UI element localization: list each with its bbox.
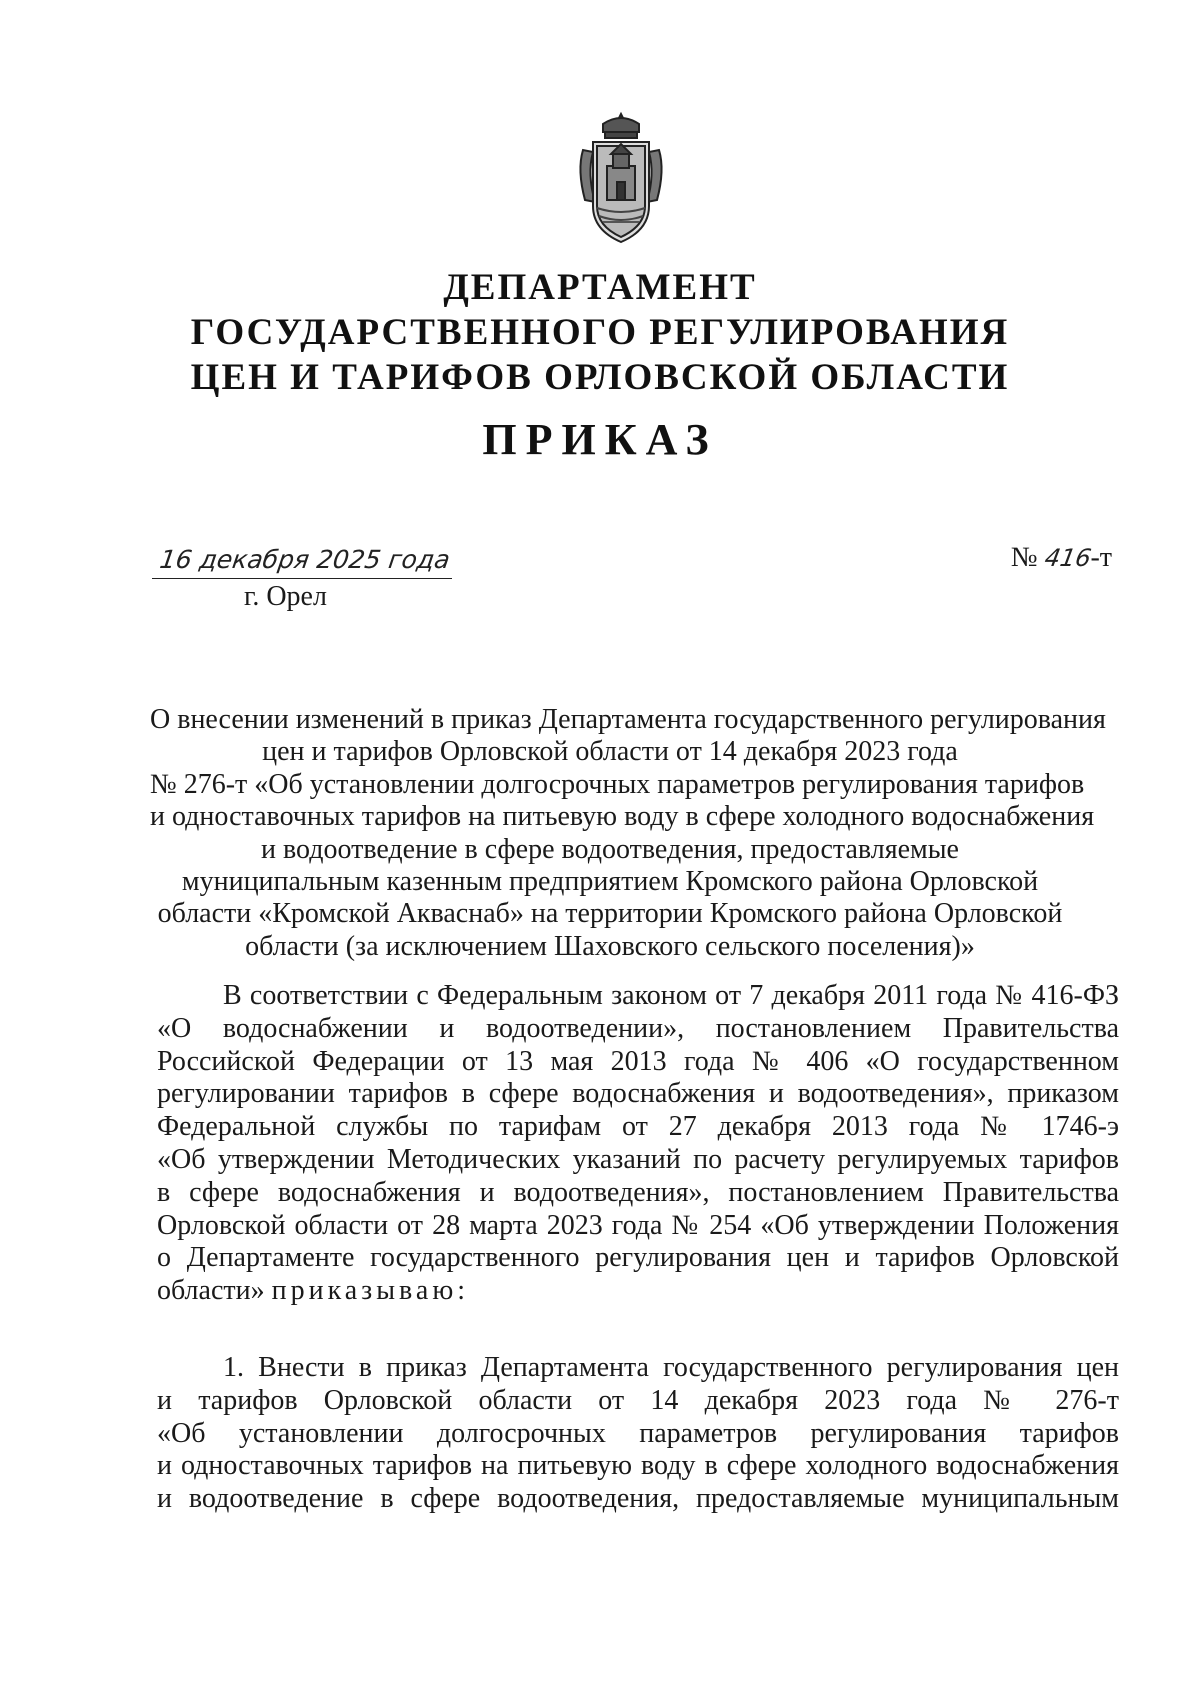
- date-underline: [152, 578, 452, 579]
- handwritten-number: 416: [1042, 544, 1093, 572]
- department-title-line-1: ДЕПАРТАМЕНТ: [443, 267, 757, 308]
- item-line: и водоотведение в сфере водоотведения, предоставляемые муниципальным: [157, 1483, 1119, 1515]
- preamble-line: Федеральной службы по тарифам от 27 декабря 2013 года № 1746-э: [157, 1111, 1119, 1143]
- department-title-line-3: ЦЕН И ТАРИФОВ ОРЛОВСКОЙ ОБЛАСТИ: [190, 357, 1010, 398]
- preamble-line: Орловской области от 28 марта 2023 года № 254 «Об утверждении Положения: [157, 1209, 1119, 1241]
- preamble-last-line: [157, 1275, 1119, 1308]
- subject-line: области «Кромской Акваснаб» на территории Кромского района Орловской: [157, 898, 1063, 930]
- preamble-line: о Департаменте государственного регулирования цен и тарифов Орловской: [157, 1242, 1119, 1274]
- city-label: г. Орел: [244, 581, 327, 612]
- preamble-line: Российской Федерации от 13 мая 2013 года № 406 «О государственном: [157, 1045, 1119, 1077]
- subject-line: и водоотведение в сфере водоотведения, предоставляемые: [261, 833, 959, 865]
- item-line: 1. Внести в приказ Департамента государственного регулирования цен: [223, 1352, 1119, 1383]
- preamble-paragraph: [157, 980, 1119, 1308]
- preamble-line: в сфере водоснабжения и водоотведения», постановлением Правительства: [157, 1176, 1119, 1208]
- order-number: [1011, 542, 1112, 574]
- item-line: и одноставочных тарифов на питьевую воду в сфере холодного водоснабжения: [157, 1450, 1119, 1482]
- preamble-line: «О водоснабжении и водоотведении», постановлением Правительства: [157, 1012, 1119, 1044]
- handwritten-date: 16 декабря 2025 года: [157, 545, 452, 574]
- preamble-last-text: области»: [157, 1275, 265, 1307]
- subject-line: области (за исключением Шаховского сельского поселения)»: [245, 930, 975, 962]
- subject-line: О внесении изменений в приказ Департамента государственного регулирования: [150, 704, 1106, 735]
- order-verb: приказываю:: [271, 1275, 470, 1307]
- preamble-line: регулировании тарифов в сфере водоснабжения и водоотведения», приказом: [157, 1078, 1119, 1110]
- document-type-title: ПРИКАЗ: [482, 415, 718, 464]
- subject-line: № 276-т «Об установлении долгосрочных параметров регулирования тарифов: [150, 768, 1085, 800]
- subject-line: муниципальным казенным предприятием Кромского района Орловской: [181, 866, 1039, 898]
- item-1-paragraph: [157, 1352, 1119, 1516]
- subject-line: цен и тарифов Орловской области от 14 декабря 2023 года: [262, 736, 958, 768]
- item-line: «Об установлении долгосрочных параметров регулирования тарифов: [157, 1417, 1119, 1449]
- subject-line: и одноставочных тарифов на питьевую воду в сфере холодного водоснабжения: [150, 801, 1095, 833]
- item-line: и тарифов Орловской области от 14 декабря 2023 года № 276-т: [157, 1384, 1119, 1416]
- preamble-line: «Об утверждении Методических указаний по расчету регулируемых тарифов: [157, 1143, 1119, 1175]
- preamble-line: В соответствии с Федеральным законом от 7 декабря 2011 года № 416-ФЗ: [223, 980, 1119, 1011]
- number-sign: №: [1010, 542, 1038, 573]
- department-title-line-2: ГОСУДАРСТВЕННОГО РЕГУЛИРОВАНИЯ: [190, 312, 1010, 353]
- order-subject: [150, 704, 1106, 963]
- coat-of-arms-icon: [573, 110, 669, 248]
- number-suffix: -т: [1090, 542, 1112, 573]
